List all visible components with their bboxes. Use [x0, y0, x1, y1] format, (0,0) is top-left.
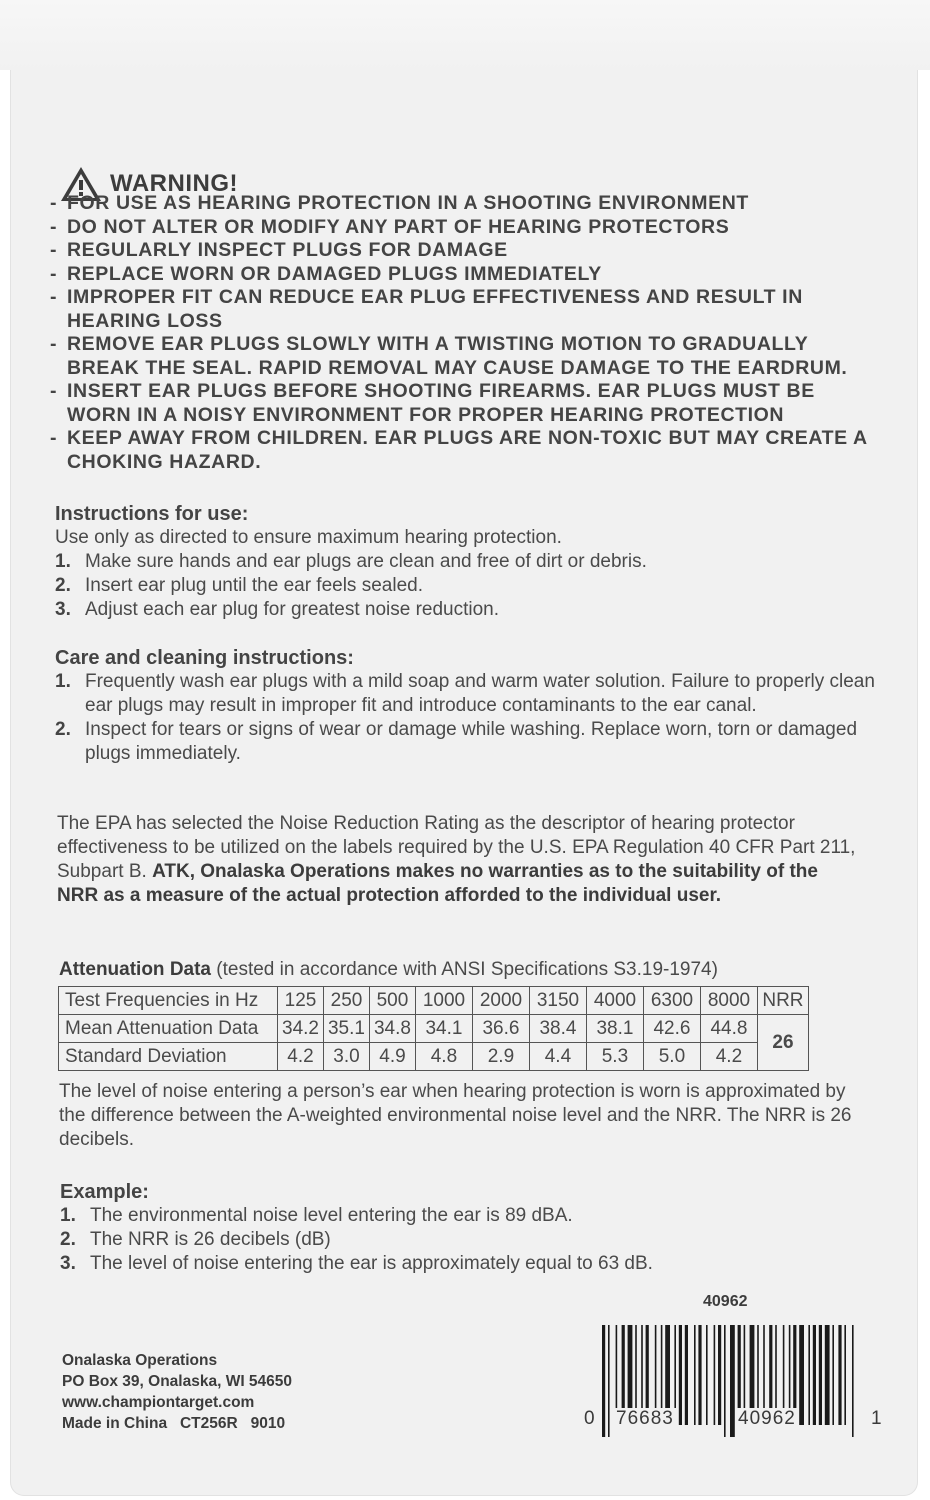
table-cell: 6300: [643, 987, 700, 1015]
step-number: 1.: [55, 671, 71, 692]
barcode-left-digit: 0: [584, 1408, 595, 1429]
epa-disclaimer: [57, 812, 857, 908]
table-cell: 125: [278, 987, 324, 1015]
table-cell: 3150: [529, 987, 586, 1015]
list-item: [60, 1228, 880, 1252]
example-section: [60, 1180, 880, 1276]
table-cell: 250: [323, 987, 369, 1015]
warning-item: - REPLACE WORN OR DAMAGED PLUGS IMMEDIATELY: [50, 263, 870, 287]
address-line: www.championtarget.com: [62, 1394, 255, 1411]
table-cell: 1000: [415, 987, 472, 1015]
warning-item: - FOR USE AS HEARING PROTECTION IN A SHOOTING ENVIRONMENT: [50, 192, 870, 216]
row-header: Standard Deviation: [59, 1043, 278, 1071]
list-item: [55, 550, 875, 574]
warning-item: - REGULARLY INSPECT PLUGS FOR DAMAGE: [50, 239, 870, 263]
barcode-group2: 40962: [738, 1408, 796, 1429]
table-cell: 34.1: [415, 1015, 472, 1043]
nrr-value: 26: [757, 1015, 808, 1071]
table-cell: 35.1: [323, 1015, 369, 1043]
step-text: Insert ear plug until the ear feels sealed.: [85, 575, 423, 596]
table-cell: 4.4: [529, 1043, 586, 1071]
instructions-section: [55, 502, 875, 622]
row-header: Test Frequencies in Hz: [59, 987, 278, 1015]
table-row: [59, 1015, 809, 1043]
barcode-right-digit: 1: [871, 1408, 882, 1429]
table-cell: 4.2: [278, 1043, 324, 1071]
company-address: [62, 1350, 292, 1434]
attenuation-subtitle: (tested in accordance with ANSI Specifications S3.19-1974): [211, 959, 718, 980]
table-cell: 34.8: [369, 1015, 415, 1043]
table-cell: 500: [369, 987, 415, 1015]
table-cell: 4.2: [700, 1043, 757, 1071]
address-line: PO Box 39, Onalaska, WI 54650: [62, 1373, 293, 1390]
warning-item: - IMPROPER FIT CAN REDUCE EAR PLUG EFFECTIVENESS AND RESULT IN HEARING LOSS: [50, 286, 870, 333]
step-number: 3.: [55, 599, 71, 620]
care-section: [55, 646, 875, 766]
warning-list: [50, 192, 870, 474]
table-cell: 4000: [586, 987, 643, 1015]
address-line: Made in China CT256R 9010: [62, 1415, 286, 1432]
table-cell: 4.9: [369, 1043, 415, 1071]
step-text: Make sure hands and ear plugs are clean and free of dirt or debris.: [85, 551, 647, 572]
step-number: 2.: [60, 1229, 76, 1250]
list-item: [55, 718, 875, 766]
list-item: [55, 574, 875, 598]
warning-item: - DO NOT ALTER OR MODIFY ANY PART OF HEARING PROTECTORS: [50, 216, 870, 240]
table-cell: 34.2: [278, 1015, 324, 1043]
list-item: [60, 1252, 880, 1276]
example-list: [60, 1204, 880, 1276]
epa-text: The EPA has selected the Noise Reduction Rating as the descriptor of hearing protector effectiveness to be utilized on the labels required by the U.S. EPA Regulation 40 CFR Part 211, Subpart B.: [57, 813, 856, 882]
warning-item: - KEEP AWAY FROM CHILDREN. EAR PLUGS ARE NON-TOXIC BUT MAY CREATE A CHOKING HAZARD.: [50, 427, 870, 474]
table-cell: 5.0: [643, 1043, 700, 1071]
table-cell: 8000: [700, 987, 757, 1015]
table-cell: 2.9: [472, 1043, 529, 1071]
table-row: [59, 987, 809, 1015]
table-row: [59, 1043, 809, 1071]
warning-item: - REMOVE EAR PLUGS SLOWLY WITH A TWISTING MOTION TO GRADUALLY BREAK THE SEAL. RAPID REMOVAL MAY CAUSE DAMAGE TO THE EARDRUM.: [50, 333, 870, 380]
noise-explanation: The level of noise entering a person’s ear when hearing protection is worn is approximated by the difference between the A-weighted environmental noise level and the NRR. The NRR is 26 decibels.: [59, 1081, 852, 1150]
attenuation-heading: [59, 959, 718, 981]
table-cell: 44.8: [700, 1015, 757, 1043]
table-cell: 36.6: [472, 1015, 529, 1043]
step-number: 1.: [60, 1205, 76, 1226]
step-text: The level of noise entering the ear is approximately equal to 63 dB.: [90, 1253, 653, 1274]
instructions-list: [55, 550, 875, 622]
step-text: The NRR is 26 decibels (dB): [90, 1229, 331, 1250]
epa-bold-text: ATK, Onalaska Operations makes no warranties as to the suitability of the NRR as a measure of the actual protection afforded to the individual user.: [57, 861, 818, 906]
instructions-title: Instructions for use:: [55, 503, 249, 525]
step-number: 1.: [55, 551, 71, 572]
row-header: Mean Attenuation Data: [59, 1015, 278, 1043]
address-line: Onalaska Operations: [62, 1352, 218, 1369]
step-number: 2.: [55, 575, 71, 596]
step-text: Adjust each ear plug for greatest noise reduction.: [85, 599, 500, 620]
barcode-group1: 76683: [616, 1408, 674, 1429]
instructions-intro: Use only as directed to ensure maximum hearing protection.: [55, 527, 562, 548]
list-item: [55, 598, 875, 622]
nrr-header: NRR: [757, 987, 808, 1015]
table-cell: 2000: [472, 987, 529, 1015]
step-number: 3.: [60, 1253, 76, 1274]
step-text: Frequently wash ear plugs with a mild soap and warm water solution. Failure to properly clean ear plugs may result in improper fit and introduce contaminants to the ear canal.: [85, 671, 875, 716]
warning-item: - INSERT EAR PLUGS BEFORE SHOOTING FIREARMS. EAR PLUGS MUST BE WORN IN A NOISY ENVIRONMENT FOR PROPER HEARING PROTECTION: [50, 380, 870, 427]
list-item: [60, 1204, 880, 1228]
attenuation-table: [58, 986, 809, 1071]
list-item: [55, 670, 875, 718]
care-list: [55, 670, 875, 766]
example-title: Example:: [60, 1181, 149, 1203]
warning-title: WARNING!: [110, 170, 238, 197]
barcode-digits: [584, 1408, 884, 1432]
table-cell: 38.1: [586, 1015, 643, 1043]
table-cell: 38.4: [529, 1015, 586, 1043]
table-cell: 5.3: [586, 1043, 643, 1071]
table-cell: 42.6: [643, 1015, 700, 1043]
attenuation-title: Attenuation Data: [59, 959, 211, 980]
table-cell: 4.8: [415, 1043, 472, 1071]
step-number: 2.: [55, 719, 71, 740]
step-text: Inspect for tears or signs of wear or damage while washing. Replace worn, torn or damaged plugs immediately.: [85, 719, 858, 764]
product-code: 40962: [703, 1293, 748, 1310]
table-cell: 3.0: [323, 1043, 369, 1071]
care-title: Care and cleaning instructions:: [55, 647, 354, 669]
step-text: The environmental noise level entering the ear is 89 dBA.: [90, 1205, 573, 1226]
